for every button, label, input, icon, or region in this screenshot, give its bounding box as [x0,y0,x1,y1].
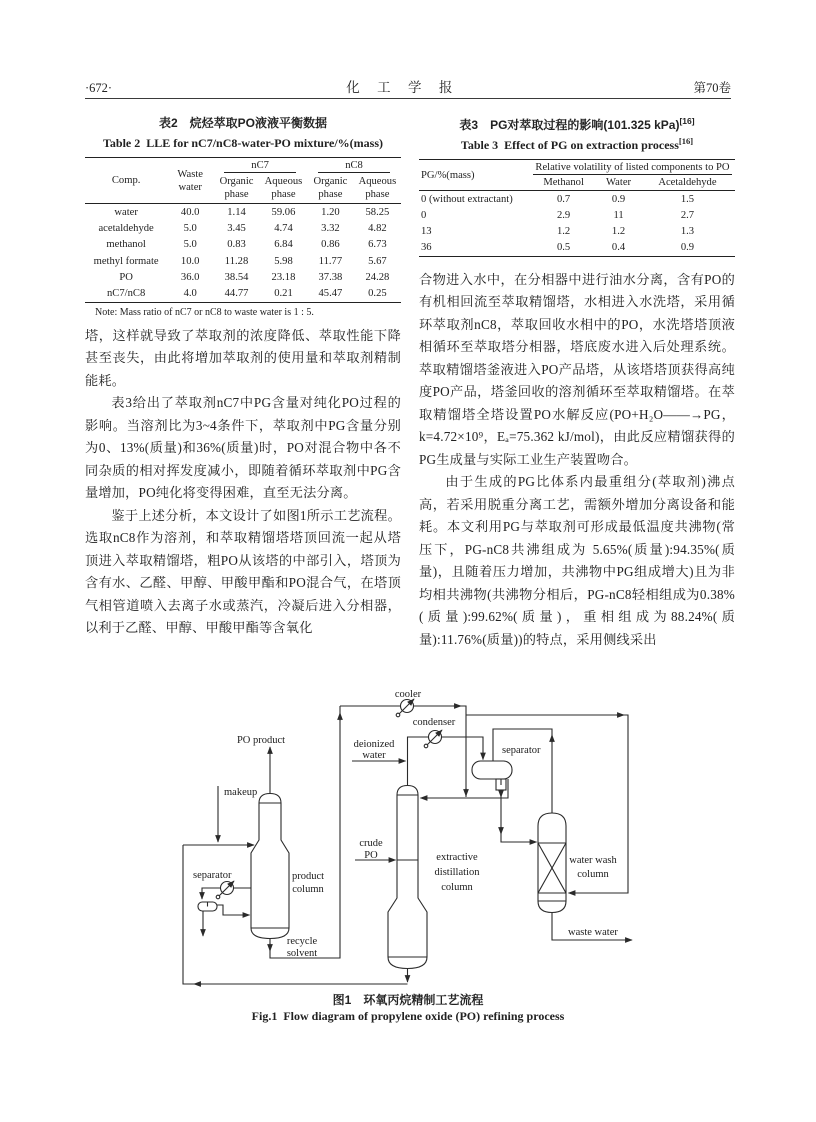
table3-header-methanol: Methanol [530,175,597,191]
table-cell: methanol [106,239,146,251]
table-cell: 24.28 [365,271,390,283]
table2-note: Note: Mass ratio of nC7 or nC8 to waste water is 1 : 5. [95,306,314,318]
separator-return-line [217,905,250,915]
table3-title-en: Table 3 Effect of PG on extraction process[16] [460,136,694,152]
waste-water-label: waste water [568,927,618,938]
table-row [419,240,735,257]
table-cell: water [114,207,138,219]
table-cell: 0.5 [556,242,571,254]
right-column [419,112,735,651]
table-cell: 5.0 [183,239,197,251]
table3-header-pg: PG/%(mass) [419,160,530,191]
table2-header-organic-nc7: Organic phase [213,173,260,204]
body-paragraph: 合物进入水中，在分相器中进行油水分离，含有PO的有机相回流至萃取精馏塔，水相进入水洗塔，采用循环萃取剂nC8，萃取回收水相中的PO，水洗塔塔顶液相循环至萃取塔分相器，塔底废水进入后处理系统。萃取精馏塔釜液进入PO产品塔，从该塔塔顶获得高纯度PO产品，塔釜回收的溶剂循环至萃取精馏塔。在萃取精馏塔全塔设置PO水解反应(PO+H₂O——→PG，k=4.72×10⁹，Eₐ=75.362 kJ/mol)，由此反应精馏获得的PG生成量与实际工业生产装置吻合。 [419,271,735,467]
table2-title-en: Table 2 LLE for nC7/nC8-water-PO mixture/%(mass) [103,136,383,150]
table-cell: 1.14 [227,207,246,219]
table-cell: 11.77 [318,255,343,267]
table-cell: 45.47 [318,288,343,299]
table2 [85,157,401,303]
body-paragraph: 塔，这样就导致了萃取剂的浓度降低、萃取性能下降甚至丧失，由此将增加萃取剂的使用量和萃取剂精制能耗。 [85,327,401,388]
table2-body [85,204,401,302]
edc-label: column [441,882,473,893]
table-cell: nC7/nC8 [106,288,146,299]
table-cell: 3.45 [227,223,246,235]
table3-header-acetaldehyde: Acetaldehyde [640,175,735,191]
table-cell: 10.0 [180,255,200,267]
left-column-text [85,325,401,640]
table-cell: 4.74 [274,223,293,235]
water-wash-column [538,813,566,913]
deionized-water-label: water [362,750,386,761]
table-cell: 23.18 [271,271,296,283]
table-cell: 0 [421,209,427,221]
table-cell: 0.86 [321,239,340,251]
table-row [85,204,401,221]
table-cell: PO [119,271,133,283]
product-column-label: column [292,884,324,895]
table-cell: 6.73 [368,239,387,251]
crude-po-label: crude [359,838,383,849]
separator-right-label: separator [502,745,541,756]
table3-title-zh: 表3 PG对萃取过程的影响(101.325 kPa)[16] [459,116,695,132]
running-head [85,76,731,99]
crude-po-label: PO [364,850,378,861]
table2-title-zh: 表2 烷烃萃取PO液液平衡数据 [158,116,327,130]
water-wash-label: column [577,869,609,880]
table-cell: 11 [613,209,624,221]
table-cell: 0.4 [611,242,626,254]
table-cell: 0.7 [556,193,571,205]
table3-body [419,191,735,257]
table-row [419,207,735,223]
deionized-water-label: deionized [353,739,395,750]
extractive-distillation-column [388,786,427,969]
table-cell: acetaldehyde [98,223,154,235]
table-cell: methyl formate [93,255,159,267]
body-paragraph: 由于生成的PG比体系内最重组分(萃取剂)沸点高，若采用脱重分离工艺，需额外增加分离设备和能耗。本文利用PG与萃取剂可形成最低温度共沸物(常压下，PG-nC8共沸组成为 5.65%(质量):94.35%(质量)，且随着压力增加，共沸物中PG组成增大)且为非均相共沸物(共沸物分相后，PG-nC8轻相组成为0.38%(质量):99.62%(质量)，重相组成为88.24%(质量):11.76%(质量))的特点，采用侧线采出 [419,474,735,647]
table-cell: 0.21 [274,288,293,299]
makeup-label: makeup [224,787,258,798]
product-column [251,794,289,939]
table2-header-aqueous-nc8: Aqueous phase [354,173,401,204]
recycle-solvent-label: recycle [286,936,318,947]
process-flow-diagram [150,690,650,990]
table-cell: 36.0 [180,271,200,283]
table2-header-waste-water: Waste water [167,158,213,204]
table-row [419,223,735,239]
left-column [85,110,401,640]
table-cell: 5.67 [368,255,387,267]
table3-header-water: Water [597,175,640,191]
table-cell: 4.82 [368,223,387,235]
reference-marker: [16] [679,116,695,126]
recycle-solvent-label: solvent [286,948,318,959]
table-row [85,237,401,253]
edc-label: distillation [434,867,480,878]
table-cell: 37.38 [318,271,343,283]
table-cell: 5.0 [183,223,197,235]
body-paragraph: 表3给出了萃取剂nC7中PG含量对纯化PO过程的影响。当溶剂比为3~4条件下，萃取剂中PG含量分别为0、13%(质量)和36%(质量)时，PO对混合物中各不同杂质的相对挥发度减小，即随着循环萃取剂中PG含量增加，PO纯化将变得困难，直至无法分离。 [85,395,401,501]
figure-caption-en: Fig.1 Flow diagram of propylene oxide (PO) refining process [251,1009,565,1023]
separator-left-label: separator [193,870,232,881]
po-product-label: PO product [236,735,286,746]
overhead-line [408,737,484,786]
table-cell: 40.0 [180,207,200,219]
table-cell: 1.3 [680,225,695,237]
table2-header-organic-nc8: Organic phase [307,173,354,204]
volume-label: 第70卷 [693,81,731,95]
table-cell: 1.2 [611,225,626,237]
edc-label: extractive [436,852,478,863]
table-row [85,221,401,237]
table-cell: 59.06 [271,207,296,219]
reflux-line [421,779,509,798]
table-cell: 38.54 [224,271,249,283]
product-column-label: product [291,871,325,882]
table-cell: 36 [421,242,432,254]
water-wash-label: water wash [569,855,617,866]
table-cell: 6.84 [274,239,293,251]
table2-group-nc8: nC8 [307,158,401,174]
table-cell: 0.25 [368,288,387,299]
table-cell: 0 (without extractant) [421,193,513,205]
cooler-symbol [396,699,414,717]
table-cell: 5.98 [274,255,293,267]
solvent-recycle-bottom-line [183,845,408,984]
table-cell: 11.28 [224,255,249,267]
table-cell: 58.25 [365,207,390,219]
table-cell: 44.77 [224,288,249,299]
figure-caption-zh: 图1 环氧丙烷精制工艺流程 [332,993,484,1007]
table-row [419,191,735,208]
table-cell: 2.9 [556,209,571,221]
journal-title: 化 工 学 报 [346,80,460,95]
page-number: ·672· [85,81,113,95]
cooler-label: cooler [394,690,422,700]
table-cell: 2.7 [680,209,695,221]
condenser-label: condenser [412,717,456,728]
table-cell: 13 [421,225,432,237]
table-row [85,285,401,302]
table3 [419,159,735,257]
table-cell: 0.9 [611,193,626,205]
reference-marker: [16] [678,136,694,146]
table2-header-aqueous-nc7: Aqueous phase [260,173,307,204]
table-cell: 1.2 [556,225,571,237]
table-cell: 0.83 [227,239,246,251]
table2-group-nc7: nC7 [213,158,307,174]
table-cell: 3.32 [321,223,340,235]
table-cell: 0.9 [680,242,695,254]
condenser-symbol [424,730,442,748]
table-cell: 1.20 [321,207,340,219]
table-cell: 4.0 [183,288,197,299]
right-column-text [419,269,735,652]
table3-group-volatility: Relative volatility of listed components to PO [530,160,735,176]
table-row [85,253,401,269]
table-cell: 1.5 [680,193,695,205]
side-cooler-symbol [216,881,234,899]
separator-drum-right [472,761,512,779]
table-row [85,269,401,285]
body-paragraph: 鉴于上述分析，本文设计了如图1所示工艺流程。选取nC8作为溶剂，和萃取精馏塔塔顶回流一起从塔顶进入萃取精馏塔，粗PO从该塔的中部引入，塔顶为含有水、乙醛、甲醇、甲酸甲酯和PO混合气，在塔顶气相管道喷入去离子水或蒸汽，冷凝后进入分相器，以利于乙醛、甲醇、甲酸甲酯等含氧化 [85,507,401,636]
table2-header-comp: Comp. [85,158,167,204]
